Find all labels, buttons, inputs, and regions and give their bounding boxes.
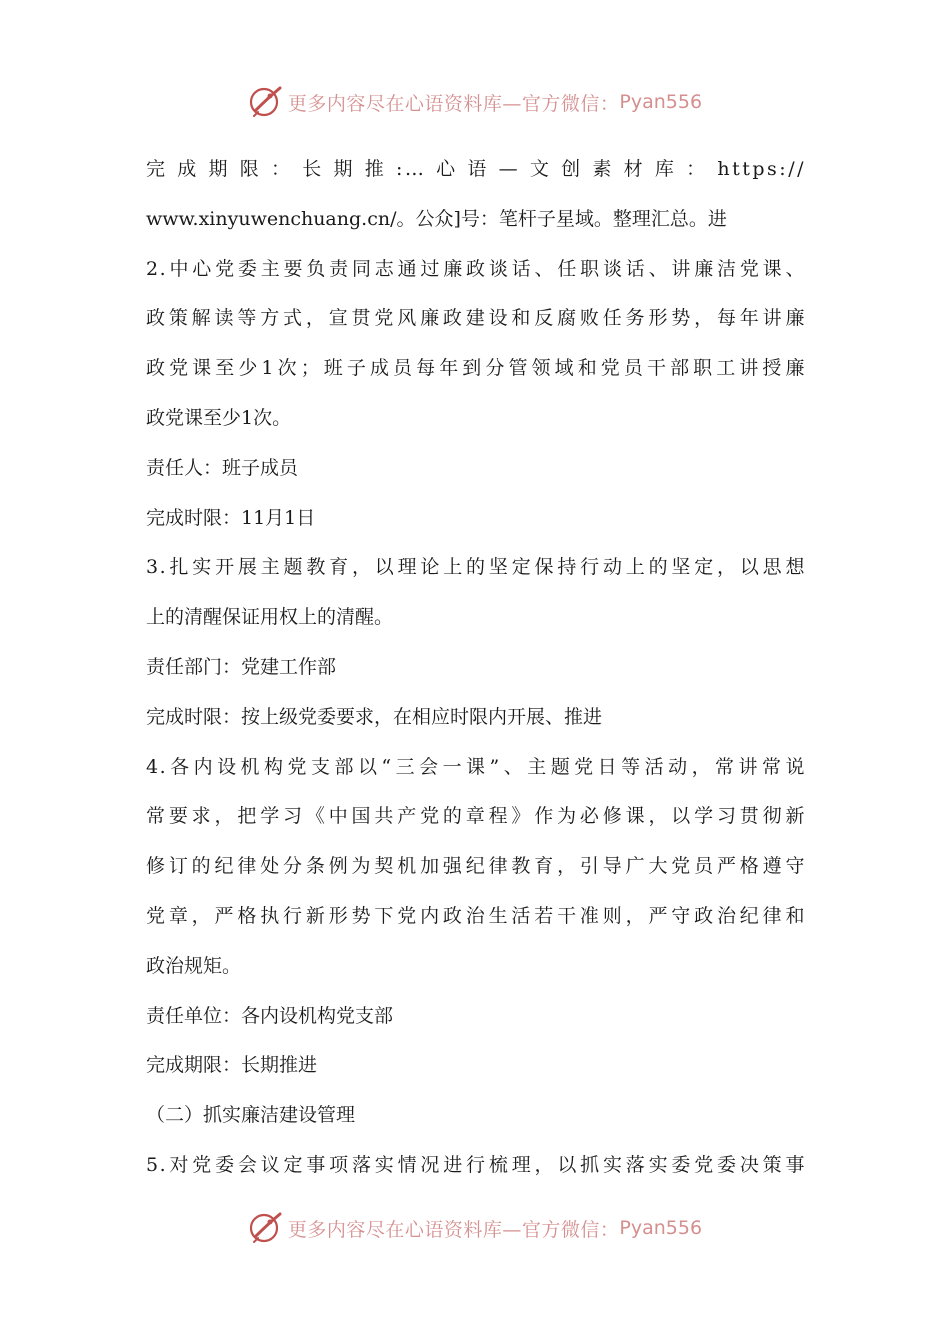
pen-logo-icon: [248, 84, 284, 120]
document-body: [146, 145, 806, 1191]
section-heading: （二）抓实廉洁建设管理: [146, 1104, 356, 1127]
text-line: 完成期限：长期推:…心语—文创素材库：https://: [146, 158, 806, 180]
watermark-text: 更多内容尽在心语资料库—官方微信：: [287, 92, 620, 115]
text-line: 党章，严格执行新形势下党内政治生活若干准则，严守政治纪律和: [146, 904, 806, 927]
text-line: 常要求，把学习《中国共产党的章程》作为必修课，以学习贯彻新: [146, 805, 806, 828]
watermark-wechat-id: Pyan556: [619, 1217, 703, 1239]
watermark-wechat-id: Pyan556: [619, 91, 703, 113]
text-line: 4.各内设机构党支部以“三会一课”、主题党日等活动，常讲常说: [146, 755, 806, 778]
text-line: 政治规矩。: [146, 954, 242, 977]
text-line: 3.扎实开展主题教育，以理论上的坚定保持行动上的坚定，以思想: [146, 556, 806, 579]
text-line: 政策解读等方式，宣贯党风廉政建设和反腐败任务形势，每年讲廉: [146, 307, 806, 330]
text-line: 政党课至少1次。: [146, 406, 292, 429]
watermark-footer: [0, 1206, 950, 1250]
text-line: www.xinyuwenchuang.cn/。公众]号：笔杆子星域。整理汇总。进: [146, 207, 727, 230]
watermark-header: [0, 80, 950, 124]
pen-logo-icon: [248, 1210, 284, 1246]
text-line: 责任部门：党建工作部: [146, 655, 337, 678]
text-line: 完成时限：11月1日: [146, 506, 316, 529]
text-line: 完成期限：长期推进: [146, 1054, 318, 1077]
watermark-text: 更多内容尽在心语资料库—官方微信：: [287, 1218, 620, 1241]
text-line: 政党课至少1次；班子成员每年到分管领域和党员干部职工讲授廉: [146, 357, 806, 380]
text-line: 完成时限：按上级党委要求，在相应时限内开展、推进: [146, 705, 603, 728]
text-line: 修订的纪律处分条例为契机加强纪律教育，引导广大党员严格遵守: [146, 855, 806, 878]
text-line: 责任人：班子成员: [146, 456, 299, 479]
text-line: 责任单位：各内设机构党支部: [146, 1004, 394, 1027]
text-line: 上的清醒保证用权上的清醒。: [146, 606, 394, 629]
text-line: 2.中心党委主要负责同志通过廉政谈话、任职谈话、讲廉洁党课、: [146, 257, 806, 280]
text-line: 5.对党委会议定事项落实情况进行梳理，以抓实落实委党委决策事: [146, 1153, 806, 1176]
